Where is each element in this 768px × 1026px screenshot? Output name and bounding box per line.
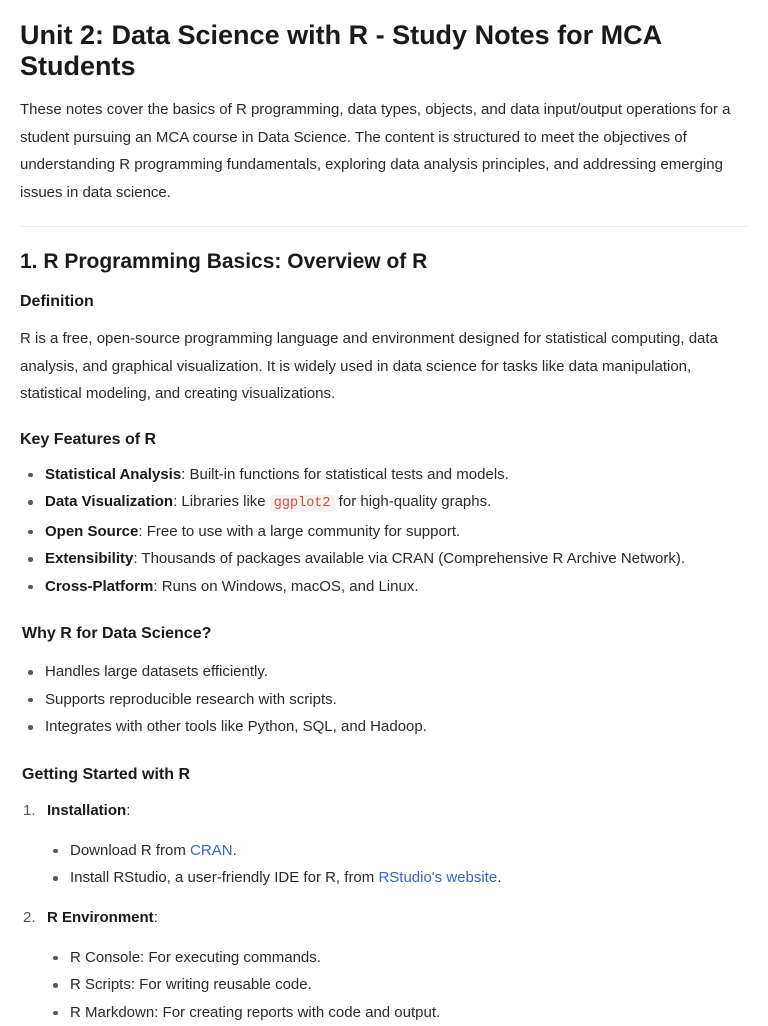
feature-term: Open Source [45,523,138,540]
list-item [20,461,748,489]
list-item [20,488,748,518]
feature-term: Statistical Analysis [45,466,181,483]
list-item: Handles large datasets efficiently. [20,658,748,686]
feature-term: Data Visualization [45,493,173,510]
feature-desc: : Libraries like [173,493,270,510]
key-features-heading: Key Features of R [20,429,748,451]
step-label: Installation [47,802,126,819]
step-label: R Environment [47,909,154,926]
list-item: Supports reproducible research with scripts. [20,686,748,714]
feature-desc: for high-quality graphs. [335,493,492,510]
feature-term: Extensibility [45,550,133,567]
step-colon: : [126,802,130,819]
step-colon: : [154,909,158,926]
list-item [20,545,748,573]
step-number: 1. [23,800,36,822]
feature-desc: : Thousands of packages available via CRAN (Comprehensive R Archive Network). [133,550,685,567]
definition-paragraph: R is a free, open-source programming language and environment designed for statistical computing, data analysis, and graphical visualization. It is widely used in data science for tasks like data manipulation, statistical modeling, and creating visualizations. [20,325,748,408]
r-environment-list [45,944,748,1026]
list-item: R Markdown: For creating reports with code and output. [45,999,748,1026]
list-item [45,837,748,865]
getting-started-steps [20,800,748,1026]
intro-paragraph: These notes cover the basics of R programming, data types, objects, and data input/output operations for a student pursuing an MCA course in Data Science. The content is structured to meet the objectives of understanding R programming fundamentals, exploring data analysis principles, and addressing emerging issues in data science. [20,96,748,206]
features-list [20,461,748,601]
rstudio-website-link[interactable]: RStudio's website [378,869,497,886]
step-r-environment [20,907,748,929]
list-item: Integrates with other tools like Python, SQL, and Hadoop. [20,713,748,741]
getting-started-heading: Getting Started with R [20,764,748,786]
list-item: R Console: For executing commands. [45,944,748,972]
why-r-list [20,658,748,741]
why-r-heading: Why R for Data Science? [20,623,748,645]
list-item [20,518,748,546]
step-installation [20,800,748,822]
section-heading: 1. R Programming Basics: Overview of R [20,247,748,277]
inline-code: ggplot2 [270,495,335,512]
list-text: . [233,842,237,859]
cran-link[interactable]: CRAN [190,842,233,859]
feature-term: Cross-Platform [45,578,153,595]
feature-desc: : Runs on Windows, macOS, and Linux. [153,578,418,595]
list-text: Download R from [70,842,190,859]
page-title: Unit 2: Data Science with R - Study Notes for MCA Students [20,0,748,82]
list-text: Install RStudio, a user-friendly IDE for R, from [70,869,378,886]
section-divider [20,226,748,227]
list-text: . [497,869,501,886]
list-item: R Scripts: For writing reusable code. [45,971,748,999]
step-number: 2. [23,907,36,929]
installation-list [45,837,748,892]
definition-heading: Definition [20,291,748,313]
list-item [45,864,748,892]
list-item [20,573,748,601]
feature-desc: : Free to use with a large community for support. [138,523,460,540]
feature-desc: : Built-in functions for statistical tests and models. [181,466,509,483]
